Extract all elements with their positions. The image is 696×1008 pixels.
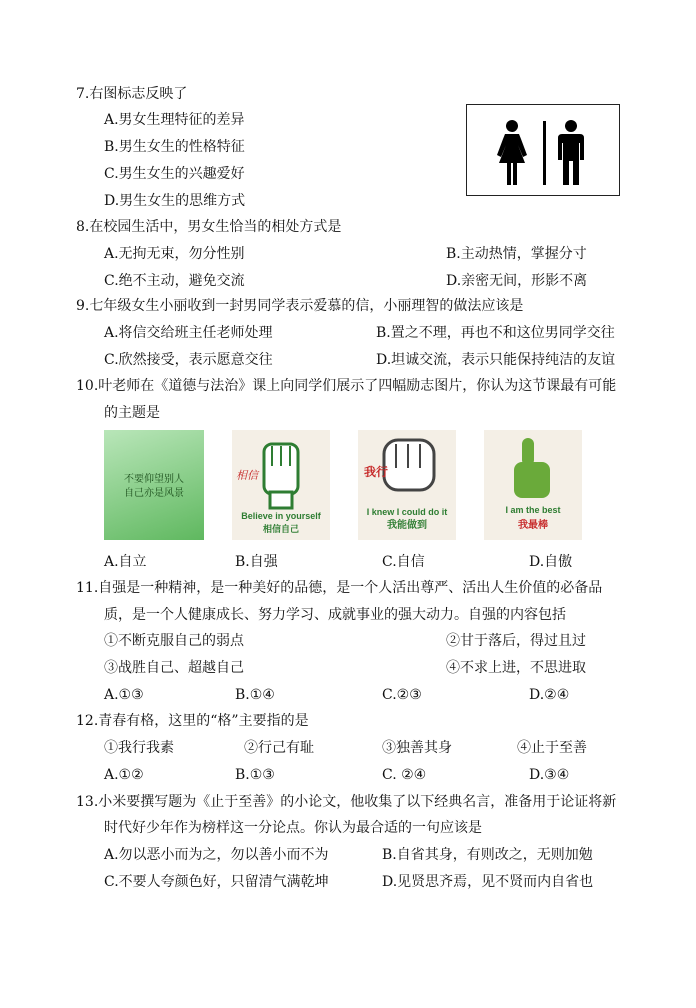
- q9-option-c: C.欣然接受，表示愿意交往: [104, 352, 273, 368]
- q8-option-c: C.绝不主动，避免交流: [104, 273, 245, 289]
- q7-option-a: A.男女生理特征的差异: [104, 112, 245, 128]
- q10-option-a: A.自立: [104, 554, 147, 570]
- q13-option-c: C.不要人夸颜色好，只留清气满乾坤: [104, 874, 329, 890]
- image2-red-words: 相信: [236, 469, 258, 482]
- q7-option-c: C.男生女生的兴趣爱好: [104, 166, 245, 182]
- q11-item-3: ③战胜自己、超越自己: [104, 660, 244, 676]
- q10-option-c: C.自信: [382, 554, 425, 570]
- q12-item-3: ③独善其身: [382, 740, 452, 756]
- restroom-sign: [466, 104, 620, 196]
- q13-option-d: D.见贤思齐焉，见不贤而内自省也: [382, 874, 594, 890]
- image3-red-words: 我行: [364, 465, 389, 479]
- question-9: 9.七年级女生小丽收到一封男同学表示爱慕的信，小丽理智的做法应该是: [76, 298, 524, 314]
- q11-option-b: B.①④: [235, 687, 275, 703]
- image1-line2: 自己亦是风景: [124, 488, 184, 499]
- image2-caption-cn: 相信自己: [262, 525, 299, 535]
- q11-item-4: ④不求上进，不思进取: [446, 660, 586, 676]
- q11-option-d: D.②④: [529, 687, 570, 703]
- question-13-cont: 时代好少年作为榜样这一分论点。你认为最合适的一句应该是: [104, 820, 482, 836]
- image4-caption-cn: 我最棒: [518, 520, 548, 531]
- q13-option-b: B.自省其身，有则改之，无则加勉: [382, 847, 593, 863]
- question-7: 7.右图标志反映了: [76, 86, 188, 102]
- q12-option-d: D.③④: [529, 767, 570, 783]
- q9-option-d: D.坦诚交流，表示只能保持纯洁的友谊: [376, 352, 616, 368]
- q8-option-d: D.亲密无间，形影不离: [446, 273, 588, 289]
- restroom-sign-icon: [467, 105, 619, 195]
- image3-caption-cn: 我能做到: [387, 520, 427, 531]
- q11-option-c: C.②③: [382, 687, 422, 703]
- question-10: 10.叶老师在《道德与法治》课上向同学们展示了四幅励志图片，你认为这节课最有可能: [76, 378, 617, 394]
- q12-option-a: A.①②: [104, 767, 144, 783]
- image3-caption-en: I knew I could do it: [366, 507, 448, 517]
- question-11: 11.自强是一种精神，是一种美好的品德，是一个人活出尊严、活出人生价值的必备品: [76, 580, 603, 596]
- motivation-image-2: [232, 430, 330, 540]
- question-12: 12.青春有格，这里的“格”主要指的是: [76, 713, 309, 729]
- question-8: 8.在校园生活中，男女生恰当的相处方式是: [76, 219, 342, 235]
- q11-item-2: ②甘于落后，得过且过: [446, 633, 586, 649]
- q12-option-b: B.①③: [235, 767, 275, 783]
- q12-item-2: ②行己有耻: [244, 740, 314, 756]
- q9-option-a: A.将信交给班主任老师处理: [104, 325, 273, 341]
- q7-option-b: B.男生女生的性格特征: [104, 139, 245, 155]
- q12-item-4: ④止于至善: [517, 740, 587, 756]
- motivation-image-4: [484, 430, 582, 540]
- q8-option-b: B.主动热情，掌握分寸: [446, 246, 587, 262]
- q10-option-d: D.自傲: [529, 554, 573, 570]
- image1-line1: 不要仰望别人: [124, 474, 184, 485]
- image2-caption-en: Believe in yourself: [241, 511, 321, 521]
- q13-option-a: A.勿以恶小而为之，勿以善小而不为: [104, 847, 329, 863]
- q7-option-d: D.男生女生的思维方式: [104, 193, 246, 209]
- q11-item-1: ①不断克服自己的弱点: [104, 633, 244, 649]
- q12-option-c: C. ②④: [382, 767, 427, 783]
- q11-option-a: A.①③: [104, 687, 144, 703]
- q10-option-b: B.自强: [235, 554, 278, 570]
- image4-caption-en: I am the best: [505, 505, 561, 515]
- motivation-image-3: [358, 430, 456, 540]
- question-11-cont: 质，是一个人健康成长、努力学习、成就事业的强大动力。自强的内容包括: [104, 607, 566, 623]
- q12-item-1: ①我行我素: [104, 740, 174, 756]
- motivation-image-1: [104, 430, 204, 540]
- q8-option-a: A.无拘无束，勿分性别: [104, 246, 245, 262]
- q9-option-b: B.置之不理，再也不和这位男同学交往: [376, 325, 615, 341]
- question-13: 13.小米要撰写题为《止于至善》的小论文，他收集了以下经典名言，准备用于论证将新: [76, 794, 617, 810]
- question-10-cont: 的主题是: [104, 405, 160, 421]
